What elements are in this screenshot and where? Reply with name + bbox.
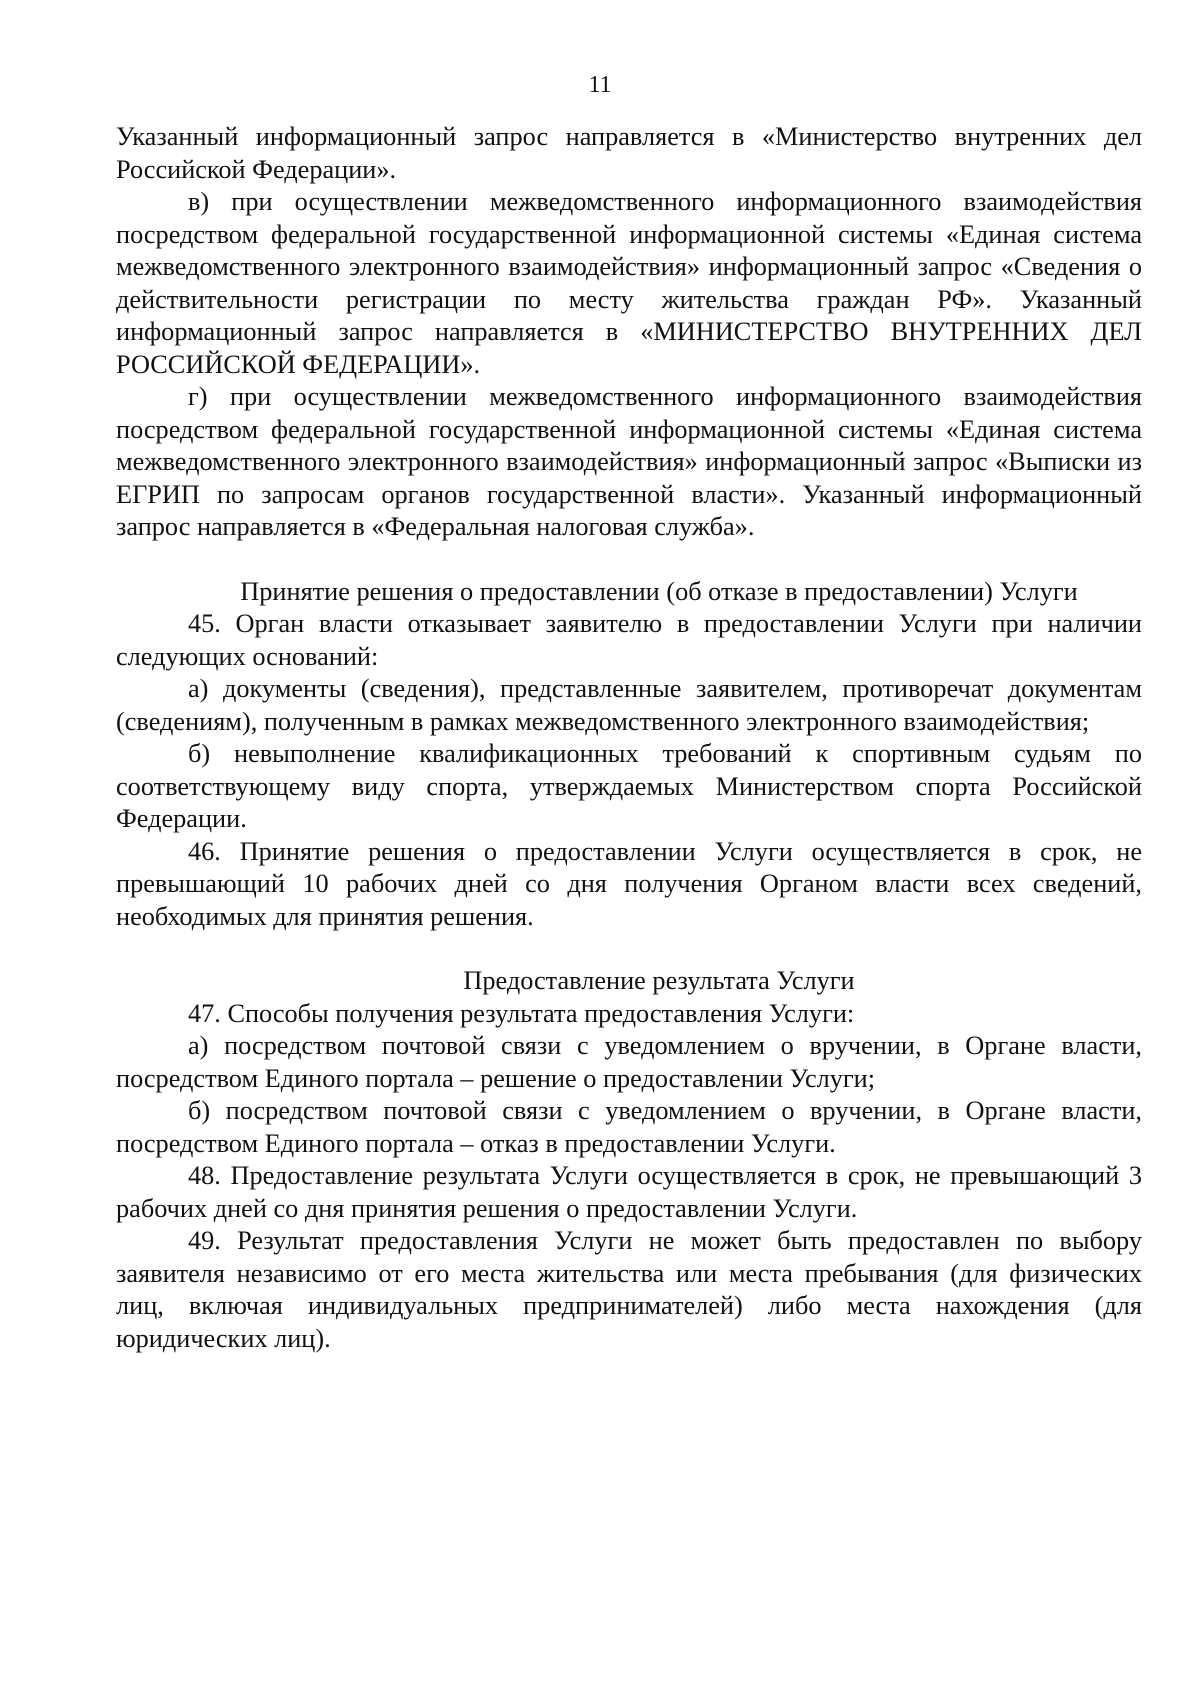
paragraph-48: 48. Предоставление результата Услуги осуществляется в срок, не превышающий 3 рабочих дней со дня принятия решения о предоставлении Услуги. bbox=[116, 1161, 1142, 1223]
section-heading-result: Предоставление результата Услуги bbox=[463, 966, 855, 995]
paragraph-45: 45. Орган власти отказывает заявителю в предоставлении Услуги при наличии следующих оснований: bbox=[116, 609, 1142, 671]
paragraph-47-a: а) посредством почтовой связи с уведомлением о вручении, в Органе власти, посредством Единого портала – решение о предоставлении Услуги; bbox=[116, 1031, 1142, 1093]
section-heading-decision: Принятие решения о предоставлении (об отказе в предоставлении) Услуги bbox=[240, 576, 1078, 606]
paragraph-item-g: г) при осуществлении межведомственного информационного взаимодействия посредством федеральной государственной информационной системы «Единая система межведомственного электронного взаимодействия» информационный запрос «Выписки из ЕГРИП по запросам органов государственной власти». Указанный информационный запрос направляется в «Федеральная налоговая служба». bbox=[116, 382, 1142, 541]
paragraph-47-b: б) посредством почтовой связи с уведомлением о вручении, в Органе власти, посредством Единого портала – отказ в предоставлении Услуги. bbox=[116, 1096, 1142, 1158]
page-number: 11 bbox=[588, 72, 612, 98]
paragraph-item-v: в) при осуществлении межведомственного информационного взаимодействия посредством федеральной государственной информационной системы «Единая система межведомственного электронного взаимодействия» информационный запрос «Сведения о действительности регистрации по месту жительства граждан РФ». Указанный информационный запрос направляется в «МИНИСТЕРСТВО ВНУТРЕННИХ ДЕЛ РОССИЙСКОЙ ФЕДЕРАЦИИ». bbox=[116, 187, 1142, 379]
paragraph: Указанный информационный запрос направляется в «Министерство внутренних дел Российской Федерации». bbox=[116, 122, 1142, 184]
paragraph-46: 46. Принятие решения о предоставлении Услуги осуществляется в срок, не превышающий 10 рабочих дней со дня получения Органом власти всех сведений, необходимых для принятия решения. bbox=[116, 836, 1142, 931]
paragraph-49: 49. Результат предоставления Услуги не может быть предоставлен по выбору заявителя независимо от его места жительства или места пребывания (для физических лиц, включая индивидуальных предпринимателей) либо места нахождения (для юридических лиц). bbox=[116, 1226, 1142, 1353]
paragraph-45-a: а) документы (сведения), представленные заявителем, противоречат документам (сведениям), полученным в рамках межведомственного электронного взаимодействия; bbox=[116, 674, 1142, 736]
paragraph-47: 47. Способы получения результата предоставления Услуги: bbox=[188, 998, 855, 1028]
paragraph-45-b: б) невыполнение квалификационных требований к спортивным судьям по соответствующему виду спорта, утверждаемых Министерством спорта Российской Федерации. bbox=[116, 739, 1142, 833]
document-body bbox=[116, 121, 1142, 1355]
